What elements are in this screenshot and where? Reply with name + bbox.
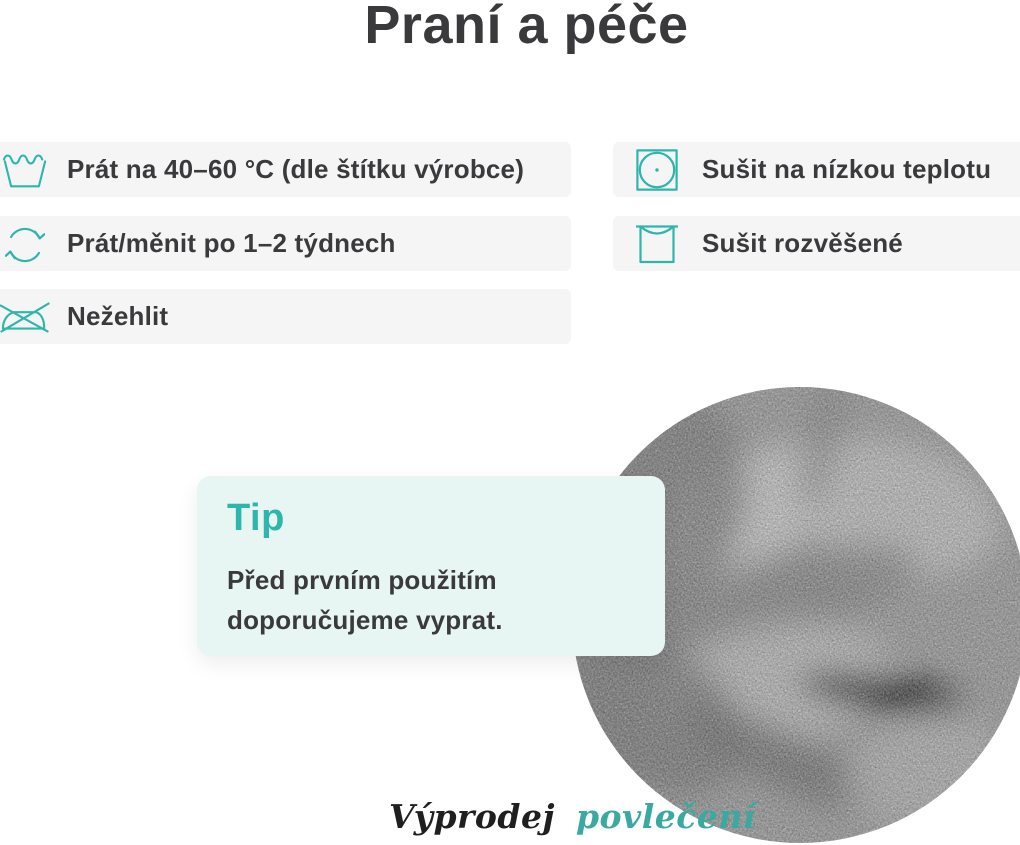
- tumble-dry-low-icon: [636, 149, 678, 191]
- care-item-label: Sušit rozvěšené: [702, 228, 903, 258]
- care-item-label: Nežehlit: [67, 301, 169, 331]
- care-item-label: Prát na 40–60 °C (dle štítku výrobce): [67, 154, 525, 184]
- brand-logo-word-1: Výprodej: [389, 797, 555, 836]
- no-iron-icon: [0, 296, 50, 338]
- care-item-label: Prát/měnit po 1–2 týdnech: [67, 228, 396, 258]
- care-item-change: [0, 216, 571, 271]
- refresh-cycle-icon: [0, 222, 50, 266]
- brand-logo-word-2: povlečení: [575, 797, 756, 836]
- tip-line-2: doporučujeme vyprat.: [227, 605, 503, 635]
- care-item-tumble-dry: [613, 142, 1020, 197]
- care-item-hang-dry: [613, 216, 1020, 271]
- wash-tub-icon: [0, 150, 50, 190]
- hang-dry-icon: [636, 223, 678, 265]
- care-item-label: Sušit na nízkou teplotu: [702, 154, 992, 184]
- tip-heading: Tip: [227, 497, 285, 539]
- care-item-wash: [0, 142, 571, 197]
- care-item-no-iron: [0, 289, 571, 344]
- tip-box: [197, 476, 665, 656]
- page-title: Praní a péče: [364, 0, 689, 55]
- brand-logo: [389, 797, 756, 836]
- tip-line-1: Před prvním použitím: [227, 565, 497, 595]
- tip-text: [227, 560, 503, 640]
